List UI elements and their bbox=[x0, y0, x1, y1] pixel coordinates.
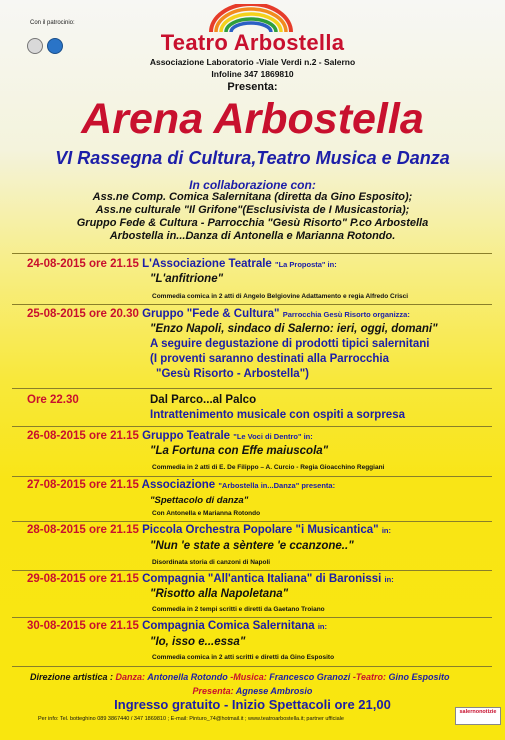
divider bbox=[12, 426, 492, 427]
event-title: "Risotto alla Napoletana" bbox=[150, 588, 289, 600]
partner-logo: salernonotizie bbox=[455, 707, 501, 725]
collab-line: Ass.ne Comp. Comica Salernitana (diretta da Gino Esposito); bbox=[92, 191, 413, 203]
event-org-detail: "Arbostella in...Danza" presenta: bbox=[218, 481, 336, 490]
event-header bbox=[27, 479, 335, 491]
direzione-label: Direzione artistica : bbox=[30, 672, 114, 682]
patrocinio-label: Con il patrocinio: bbox=[30, 20, 75, 26]
event-note: Commedia in 2 tempi scritti e diretti da Gaetano Troiano bbox=[152, 606, 325, 613]
event-org-detail: "Le Voci di Dentro" in: bbox=[233, 432, 313, 441]
theatre-title: Teatro Arbostella bbox=[160, 30, 345, 55]
event-date: Ore 22.30 bbox=[27, 394, 79, 406]
infoline: Infoline 347 1869810 bbox=[211, 69, 294, 79]
divider bbox=[12, 521, 492, 522]
danza-label: Danza: bbox=[115, 672, 146, 682]
event-date: 29-08-2015 ore 21.15 bbox=[27, 573, 139, 585]
direzione-artistica bbox=[30, 672, 450, 682]
event-header bbox=[27, 620, 327, 632]
danza-value: Antonella Rotondo bbox=[147, 672, 228, 682]
event-header bbox=[27, 308, 410, 320]
contact-info: Per info: Tel. botteghino 089 3867440 / 347 1869810 ; E-mail: Pinturo_74@hotmail.it ; www.teatroarbostella.it; partner ufficiale bbox=[38, 716, 344, 722]
event-title: "Spettacolo di danza" bbox=[150, 495, 249, 506]
event-title: "Nun 'e state a sèntere 'e ccanzone.." bbox=[150, 540, 354, 552]
ingresso-gratuito: Ingresso gratuito - Inizio Spettacoli ore 21,00 bbox=[114, 697, 391, 712]
event-extra: A seguire degustazione di prodotti tipici salernitani bbox=[150, 338, 430, 350]
event-org: Compagnia Comica Salernitana bbox=[142, 620, 315, 632]
event-org-detail: in: bbox=[381, 526, 391, 535]
event-org: Gruppo Teatrale bbox=[142, 430, 231, 442]
event-org: Compagnia "All'antica Italiana" di Baronissi bbox=[142, 573, 382, 585]
page-title: Arena Arbostella bbox=[81, 95, 424, 143]
event-title: "Io, isso e...essa" bbox=[150, 636, 246, 648]
musica-value: Francesco Granozi bbox=[269, 672, 351, 682]
divider bbox=[12, 570, 492, 571]
event-date: 30-08-2015 ore 21.15 bbox=[27, 620, 139, 632]
event-org: Associazione bbox=[141, 479, 216, 491]
event-header bbox=[27, 524, 391, 536]
event-extra: Intrattenimento musicale con ospiti a sorpresa bbox=[150, 409, 405, 421]
divider bbox=[12, 253, 492, 254]
event-note: Disordinata storia di canzoni di Napoli bbox=[152, 559, 271, 566]
presenta-footer-value: Agnese Ambrosio bbox=[235, 686, 313, 696]
event-org-detail: "La Proposta" in: bbox=[275, 260, 337, 269]
event-note: Commedia in 2 atti di E. De Filippo – A. Curcio - Regia Gioacchino Reggiani bbox=[152, 464, 385, 471]
divider bbox=[12, 304, 492, 305]
event-date: 24-08-2015 ore 21.15 bbox=[27, 258, 139, 270]
event-date: 25-08-2015 ore 20.30 bbox=[27, 308, 139, 320]
subtitle: VI Rassegna di Cultura,Teatro Musica e Danza bbox=[55, 148, 450, 168]
divider bbox=[12, 476, 492, 477]
event-extra: "Gesù Risorto - Arbostella") bbox=[156, 368, 309, 380]
event-org-detail: in: bbox=[317, 622, 328, 631]
collab-line: Arbostella in...Danza di Antonella e Marianna Rotondo. bbox=[109, 230, 396, 242]
event-date: 26-08-2015 ore 21.15 bbox=[27, 430, 139, 442]
event-header bbox=[27, 573, 394, 585]
presenta-footer-label: Presenta: bbox=[192, 686, 234, 696]
collab-heading: In collaborazione con: bbox=[189, 178, 316, 192]
collab-line: Ass.ne culturale "Il Grifone"(Esclusivista de I Musicastoria); bbox=[95, 204, 410, 216]
event-title: "Enzo Napoli, sindaco di Salerno: ieri, oggi, domani" bbox=[150, 323, 438, 335]
teatro-label: -Teatro: bbox=[352, 672, 386, 682]
rainbow-logo-icon bbox=[206, 4, 296, 32]
event-org: L'Associazione Teatrale bbox=[142, 258, 272, 270]
event-date: 28-08-2015 ore 21.15 bbox=[27, 524, 139, 536]
presenta-label: Presenta: bbox=[227, 81, 278, 93]
event-title: Dal Parco...al Palco bbox=[150, 394, 257, 406]
divider bbox=[12, 388, 492, 389]
divider bbox=[12, 617, 492, 618]
event-title: "La Fortuna con Effe maiuscola" bbox=[150, 445, 329, 457]
event-org-detail: Parrocchia Gesù Risorto organizza: bbox=[282, 310, 410, 319]
event-note: Commedia comica in 2 atti scritti e diretti da Gino Esposito bbox=[152, 654, 335, 661]
teatro-value: Gino Esposito bbox=[388, 672, 450, 682]
divider bbox=[12, 666, 492, 667]
event-note: Con Antonella e Marianna Rotondo bbox=[152, 510, 261, 517]
event-note: Commedia comica in 2 atti di Angelo Belgiovine Adattamento e regia Alfredo Crisci bbox=[152, 293, 409, 300]
address-line: Associazione Laboratorio -Viale Verdi n.2 - Salerno bbox=[149, 57, 356, 67]
musica-label: -Musica: bbox=[230, 672, 267, 682]
event-extra: (I proventi saranno destinati alla Parrocchia bbox=[150, 353, 390, 365]
event-org-detail: in: bbox=[384, 575, 394, 584]
event-org: Piccola Orchestra Popolare "i Musicantica" bbox=[142, 524, 379, 536]
event-header bbox=[27, 430, 313, 442]
presentatrice bbox=[0, 686, 505, 696]
collab-line: Gruppo Fede & Cultura - Parrocchia "Gesù Risorto" P.co Arbostella bbox=[76, 217, 429, 229]
event-org: Gruppo "Fede & Cultura" bbox=[142, 308, 280, 320]
event-header bbox=[27, 258, 337, 270]
event-date: 27-08-2015 ore 21.15 bbox=[27, 479, 139, 491]
event-title: "L'anfitrione" bbox=[150, 273, 224, 285]
